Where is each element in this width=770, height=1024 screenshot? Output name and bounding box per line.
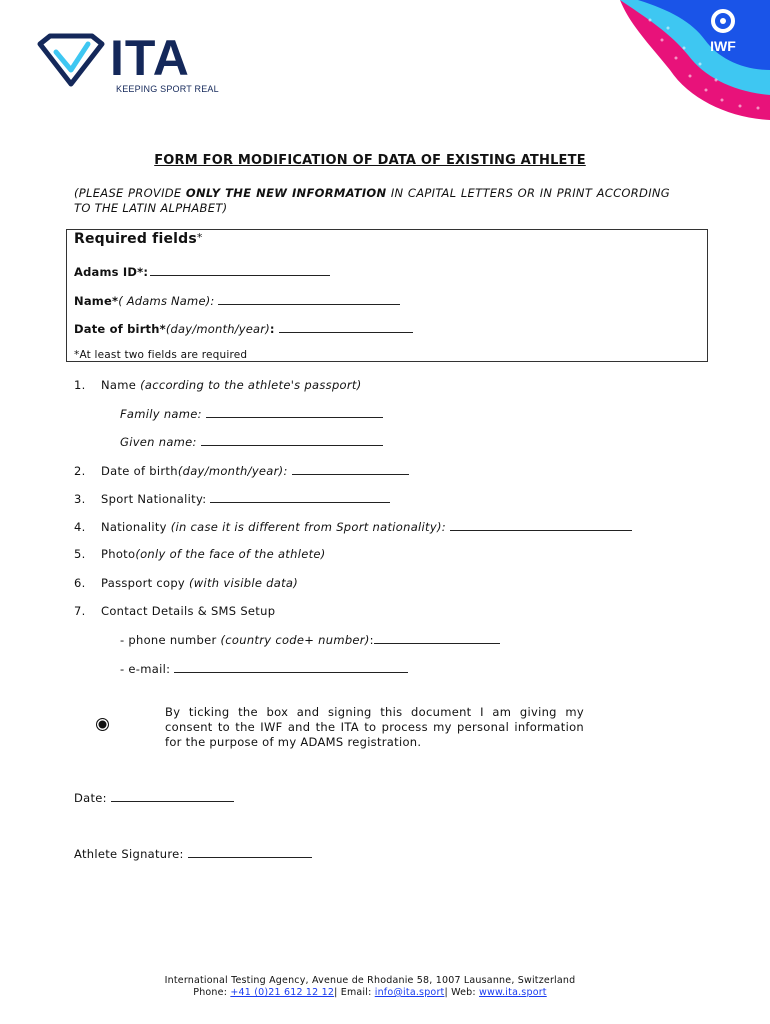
- email-row: - e-mail:: [120, 661, 408, 676]
- dob-required-row: Date of birth*(day/month/year):: [74, 321, 413, 336]
- adams-name-hint: ( Adams Name):: [118, 294, 215, 308]
- family-name-field[interactable]: [206, 406, 383, 418]
- required-heading: Required fields*: [74, 231, 203, 247]
- nationality-field[interactable]: [450, 519, 632, 531]
- dob-required-hint: (day/month/year): [165, 322, 270, 336]
- ita-tagline: KEEPING SPORT REAL: [116, 84, 219, 94]
- phone-field[interactable]: [374, 632, 500, 644]
- item-contact: 7. Contact Details & SMS Setup: [74, 604, 276, 618]
- signature-field[interactable]: [188, 846, 312, 858]
- item-photo: 5. Photo(only of the face of the athlete): [74, 547, 326, 561]
- email-field[interactable]: [174, 661, 408, 673]
- dob-required-field[interactable]: [279, 321, 413, 333]
- footer-phone-link[interactable]: +41 (0)21 612 12 12: [230, 987, 335, 998]
- item-dob: 2. Date of birth(day/month/year):: [74, 463, 409, 478]
- adams-name-field[interactable]: [218, 293, 400, 305]
- form-title: FORM FOR MODIFICATION OF DATA OF EXISTING ATHLETE: [154, 153, 586, 168]
- consent-text: By ticking the box and signing this document I am giving my consent to the IWF and the ITA to process my personal information for the purpose of my ADAMS registration.: [165, 705, 584, 749]
- consent-checkbox[interactable]: [96, 718, 109, 731]
- item-sport-nationality: 3. Sport Nationality:: [74, 491, 390, 506]
- adams-name-label: Name*: [74, 294, 119, 308]
- date-row: Date:: [74, 790, 234, 805]
- signature-row: Athlete Signature:: [74, 846, 312, 861]
- dob-field[interactable]: [292, 463, 409, 475]
- iwf-logo: [610, 0, 770, 120]
- footer-web-link[interactable]: www.ita.sport: [479, 987, 547, 998]
- footer-contact: Phone: +41 (0)21 612 12 12| Email: info@ita.sport| Web: www.ita.sport: [193, 987, 547, 998]
- sport-nationality-field[interactable]: [210, 491, 390, 503]
- iwf-logo-text: IWF: [710, 38, 736, 54]
- required-note: *At least two fields are required: [74, 349, 248, 361]
- adams-id-label: Adams ID*:: [74, 265, 149, 279]
- date-field[interactable]: [111, 790, 234, 802]
- ita-shield-logo: [36, 30, 106, 90]
- given-name-row: Given name:: [120, 434, 383, 449]
- adams-name-row: [74, 293, 400, 308]
- instructions-emphasis: ONLY THE NEW INFORMATION: [185, 186, 387, 200]
- footer-address: International Testing Agency, Avenue de Rhodanie 58, 1007 Lausanne, Switzerland: [164, 975, 576, 986]
- instructions-prefix: (PLEASE PROVIDE: [74, 186, 186, 200]
- item-passport: 6. Passport copy (with visible data): [74, 576, 299, 590]
- phone-row: - phone number (country code+ number):: [120, 632, 500, 647]
- required-fields-box: [66, 229, 708, 362]
- family-name-row: Family name:: [120, 406, 383, 421]
- adams-id-field[interactable]: [150, 264, 330, 276]
- dob-required-label: Date of birth*: [74, 322, 166, 336]
- ita-logo-text: ITA: [110, 30, 190, 86]
- instructions: [74, 186, 670, 216]
- given-name-field[interactable]: [201, 434, 383, 446]
- item-name: 1. Name (according to the athlete's passport): [74, 378, 362, 392]
- item-nationality: 4. Nationality (in case it is different from Sport nationality):: [74, 519, 632, 534]
- footer: [0, 975, 740, 999]
- adams-id-row: [74, 264, 330, 279]
- footer-email-link[interactable]: info@ita.sport: [374, 987, 445, 998]
- instructions-suffix: IN CAPITAL LETTERS OR IN PRINT ACCORDING TO THE LATIN ALPHABET): [74, 186, 671, 215]
